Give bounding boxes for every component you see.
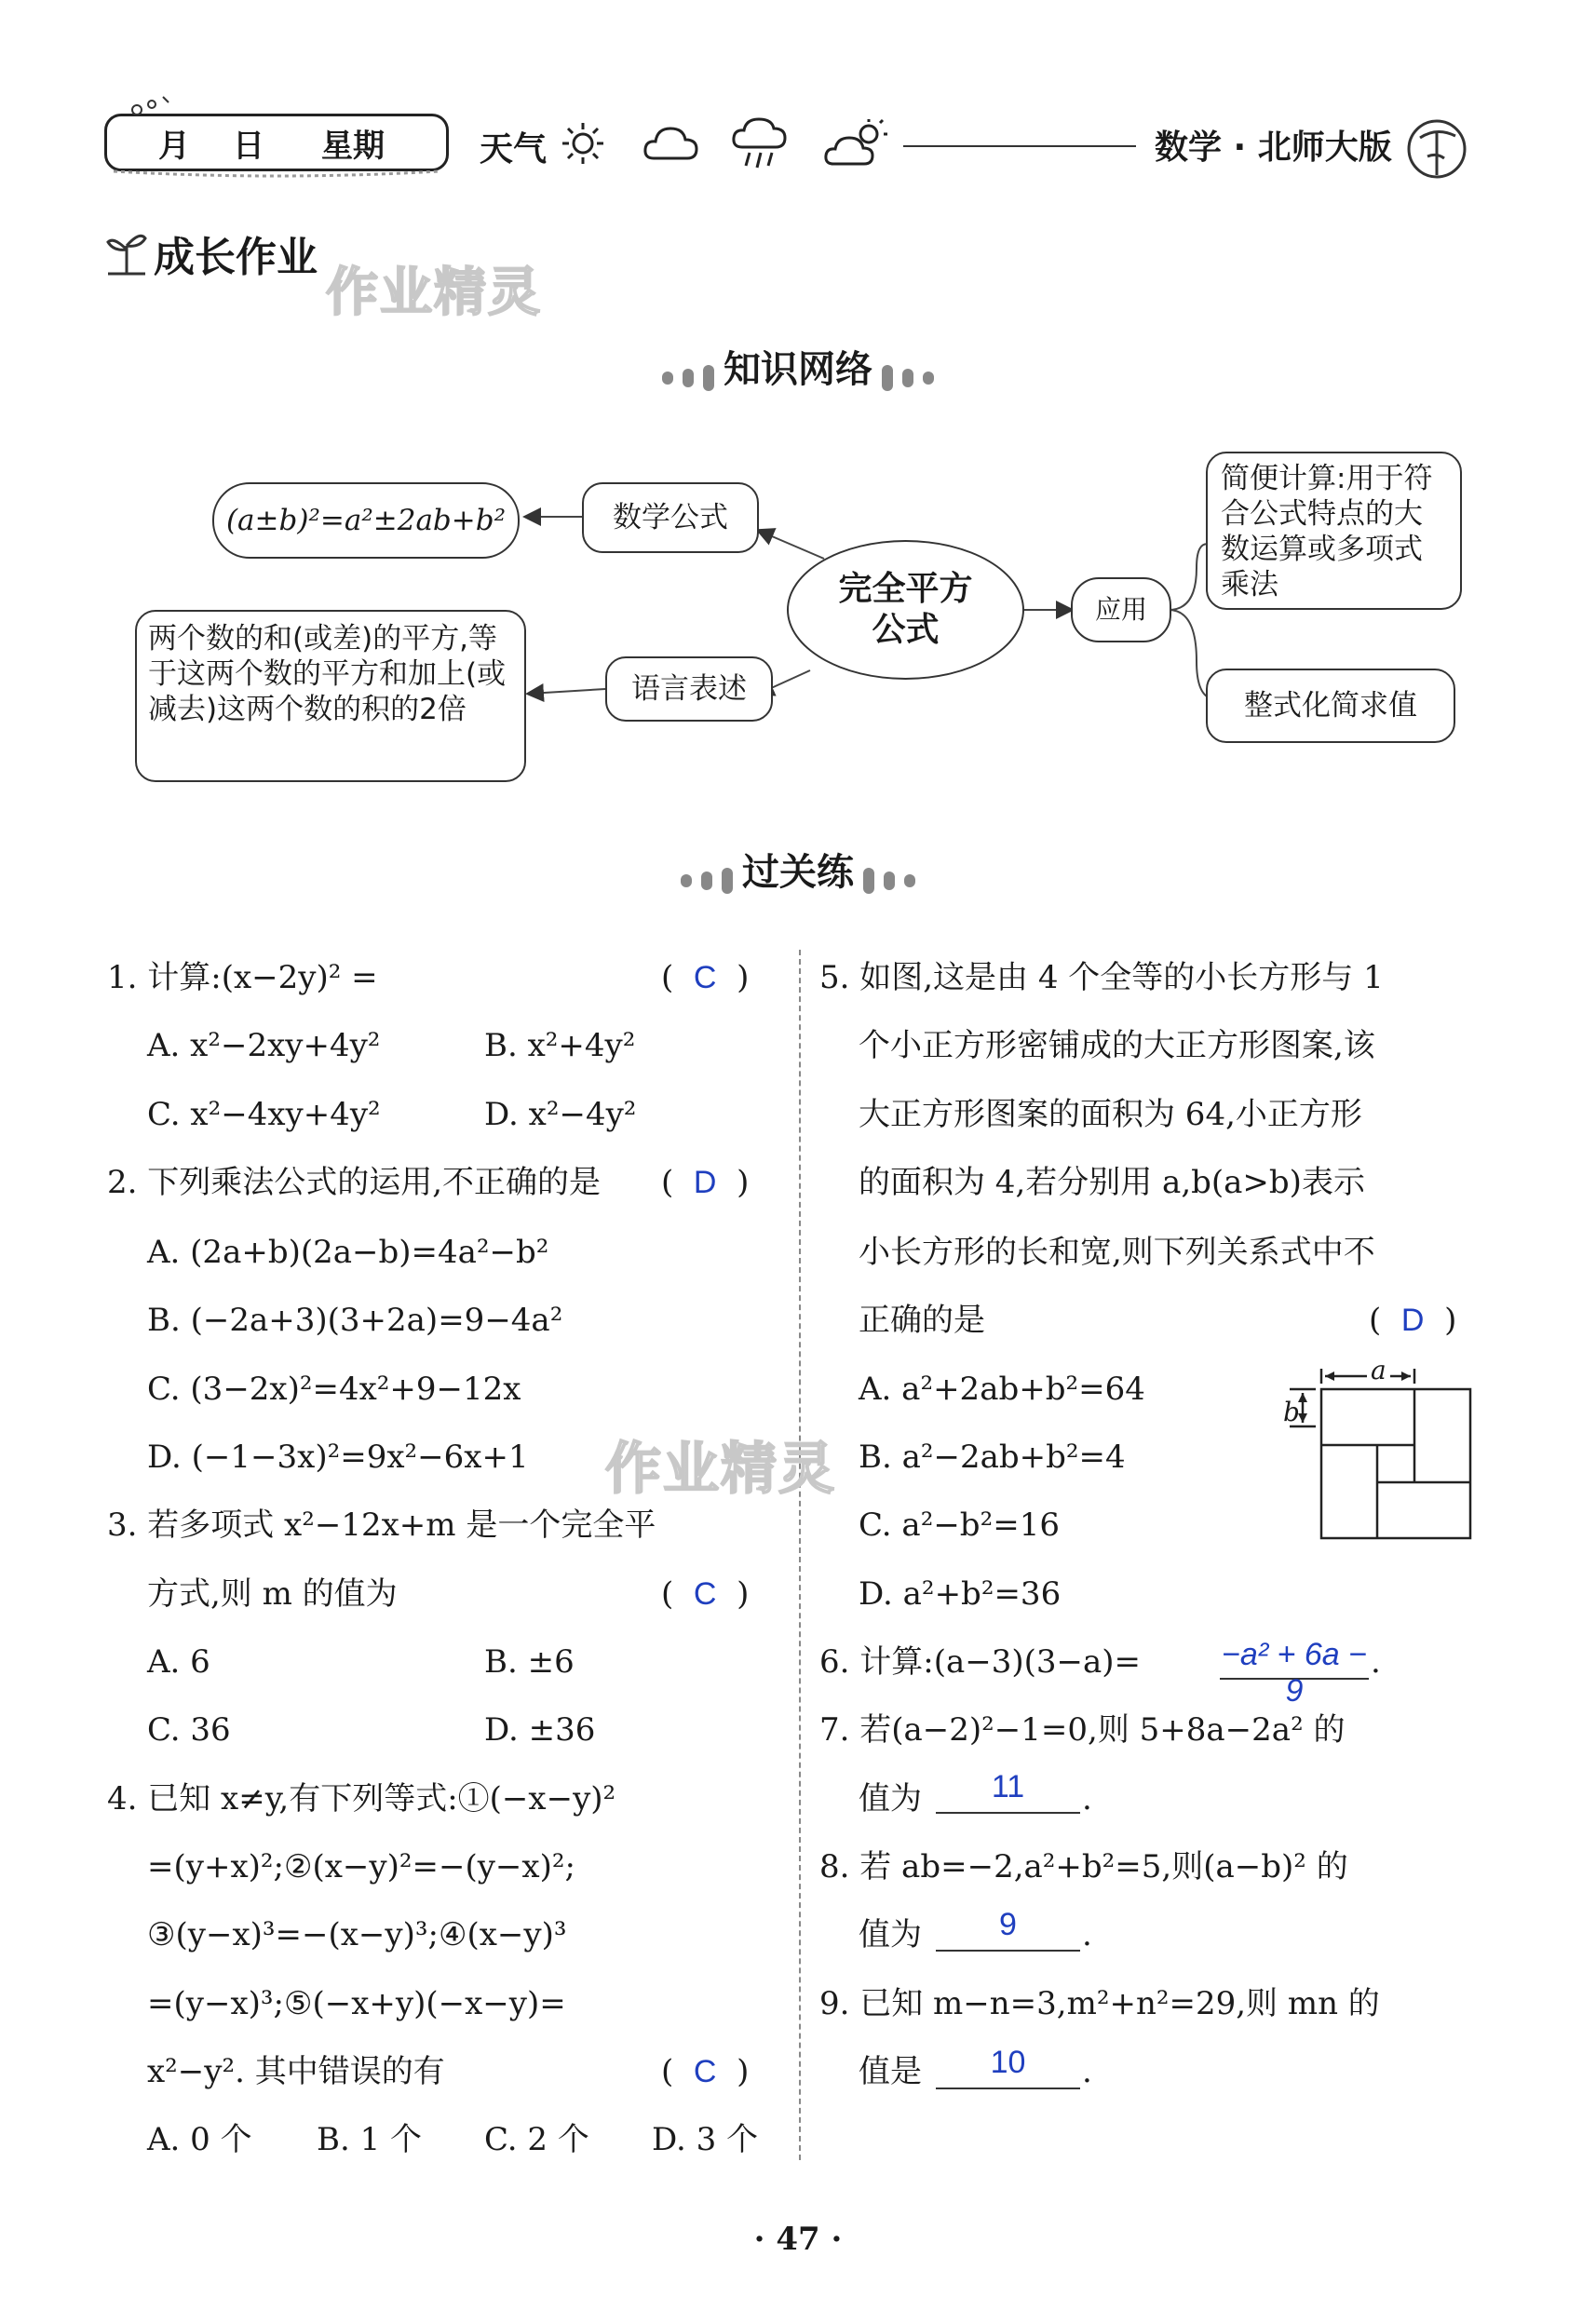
q3-stem-2: 方式,则 m 的值为 [147, 1575, 398, 1613]
practice-title: 过关练 [742, 851, 854, 894]
q4-option-d: D. 3 个 [652, 2121, 759, 2158]
q7-stem-2: 值为 [859, 1780, 922, 1817]
dots-left-2 [676, 871, 737, 888]
month-label: 月 [158, 127, 190, 165]
q4-line-4: =(y−x)³;⑤(−x+y)(−x−y)= [147, 1985, 566, 2022]
apply-node-1: 简便计算:用于符合公式特点的大数运算或多项式乘法 [1206, 452, 1462, 610]
q5-figure [1280, 1359, 1485, 1555]
date-box [104, 114, 449, 171]
knowledge-heading [0, 340, 1596, 393]
q5-option-d: D. a²+b²=36 [859, 1575, 1062, 1613]
weather-label: 天气 [480, 130, 548, 169]
q8-stem-2: 值为 [859, 1916, 922, 1953]
q3-stem-1: 3. 若多项式 x²−12x+m 是一个完全平 [107, 1507, 656, 1544]
formula-label-node: 数学公式 [582, 482, 759, 553]
q9-end: . [1082, 2053, 1092, 2090]
q7-answer: 11 [936, 1769, 1080, 1814]
q9-stem-1: 9. 已知 m−n=3,m²+n²=29,则 mn 的 [819, 1985, 1380, 2022]
practice-heading [0, 843, 1596, 896]
day-label: 日 [233, 127, 264, 165]
q1-answer-slot: ( C ) [661, 959, 750, 996]
q2-option-b: B. (−2a+3)(3+2a)=9−4a² [147, 1302, 563, 1339]
q1-stem: 1. 计算:(x−2y)² = [107, 959, 378, 996]
q2-answer-slot: ( D ) [661, 1164, 750, 1201]
q4-answer-slot: ( C ) [661, 2053, 750, 2090]
q5-answer: D [1400, 1303, 1425, 1338]
q6-stem: 6. 计算:(a−3)(3−a)= [819, 1643, 1142, 1681]
q3-answer-slot: ( C ) [661, 1575, 750, 1613]
partly-sunny-icon [824, 117, 891, 169]
q9-stem-2: 值是 [859, 2053, 922, 2090]
q2-answer: D [693, 1165, 717, 1200]
q4-option-c: C. 2 个 [484, 2121, 589, 2158]
q1-option-c: C. x²−4xy+4y² [147, 1096, 381, 1133]
q3-option-d: D. ±36 [484, 1711, 596, 1749]
q5-figure-label-b: b [1283, 1397, 1300, 1427]
q2-option-c: C. (3−2x)²=4x²+9−12x [147, 1371, 521, 1408]
q1-option-b: B. x²+4y² [484, 1027, 636, 1064]
q1-answer: C [693, 960, 717, 995]
q3-option-c: C. 36 [147, 1711, 231, 1749]
q6-end: . [1371, 1643, 1381, 1681]
center-node: 完全平方公式 [787, 540, 1024, 680]
q6-answer: −a² + 6a − 9 [1220, 1637, 1369, 1680]
q5-option-c: C. a²−b²=16 [859, 1507, 1060, 1544]
q7-stem-1: 7. 若(a−2)²−1=0,则 5+8a−2a² 的 [819, 1711, 1346, 1749]
formula-node: (a±b)²=a²±2ab+b² [212, 482, 520, 559]
q4-answer: C [693, 2054, 717, 2089]
tree-logo-icon [1401, 110, 1476, 184]
q4-line-3: ③(y−x)³=−(x−y)³;④(x−y)³ [147, 1916, 567, 1953]
q8-stem-1: 8. 若 ab=−2,a²+b²=5,则(a−b)² 的 [819, 1848, 1348, 1885]
language-text-node: 两个数的和(或差)的平方,等于这两个数的平方和加上(或减去)这两个数的积的2倍 [135, 610, 526, 782]
q1-option-d: D. x²−4y² [484, 1096, 637, 1133]
brand-label: 数学 · 北师大版 [1155, 128, 1392, 167]
q5-line-5: 小长方形的长和宽,则下列关系式中不 [859, 1234, 1375, 1271]
sparkle-icon [126, 93, 172, 121]
q5-line-1: 5. 如图,这是由 4 个全等的小长方形与 1 [819, 959, 1384, 996]
q4-line-1: 4. 已知 x≠y,有下列等式:①(−x−y)² [107, 1780, 616, 1817]
watermark: 作业精灵 [326, 263, 542, 323]
q2-option-a: A. (2a+b)(2a−b)=4a²−b² [147, 1234, 549, 1271]
q4-option-a: A. 0 个 [147, 2121, 252, 2158]
sun-icon [559, 119, 607, 168]
header-divider [903, 145, 1136, 147]
q5-figure-label-a: a [1367, 1355, 1390, 1385]
q8-answer: 9 [936, 1907, 1080, 1952]
q2-option-d: D. (−1−3x)²=9x²−6x+1 [147, 1439, 529, 1476]
q3-option-b: B. ±6 [484, 1643, 575, 1681]
dots-right [877, 368, 939, 385]
q5-line-3: 大正方形图案的面积为 64,小正方形 [859, 1096, 1362, 1133]
dots-left [657, 368, 719, 385]
q1-option-a: A. x²−2xy+4y² [147, 1027, 381, 1064]
dots-right-2 [859, 871, 920, 888]
q7-end: . [1082, 1780, 1092, 1817]
apply-node: 应用 [1071, 577, 1171, 642]
knowledge-title: 知识网络 [724, 348, 872, 391]
sprout-icon [104, 229, 149, 276]
section-title: 成长作业 [154, 234, 318, 281]
q4-line-5: x²−y². 其中错误的有 [147, 2053, 445, 2090]
cloud-icon [642, 123, 700, 164]
apply-node-2: 整式化简求值 [1206, 669, 1455, 743]
rain-icon [731, 115, 789, 171]
q5-line-2: 个小正方形密铺成的大正方形图案,该 [859, 1027, 1375, 1064]
q2-stem: 2. 下列乘法公式的运用,不正确的是 [107, 1164, 602, 1201]
weekday-label: 星期 [321, 127, 385, 165]
q4-option-b: B. 1 个 [317, 2121, 423, 2158]
q5-answer-slot: ( D ) [1369, 1302, 1457, 1339]
q3-option-a: A. 6 [147, 1643, 210, 1681]
date-box-shadow [104, 168, 449, 181]
q8-end: . [1082, 1916, 1092, 1953]
q4-line-2: =(y+x)²;②(x−y)²=−(y−x)²; [147, 1848, 575, 1885]
q9-answer: 10 [936, 2045, 1080, 2089]
q5-line-6: 正确的是 [859, 1302, 985, 1339]
q3-answer: C [693, 1576, 717, 1612]
watermark-2: 作业精灵 [605, 1437, 836, 1502]
language-label-node: 语言表述 [605, 656, 773, 722]
column-separator [799, 950, 801, 2160]
page-number: · 47 · [753, 2221, 843, 2258]
q5-option-b: B. a²−2ab+b²=4 [859, 1439, 1126, 1476]
q5-line-4: 的面积为 4,若分别用 a,b(a>b)表示 [859, 1164, 1365, 1201]
q5-option-a: A. a²+2ab+b²=64 [859, 1371, 1145, 1408]
